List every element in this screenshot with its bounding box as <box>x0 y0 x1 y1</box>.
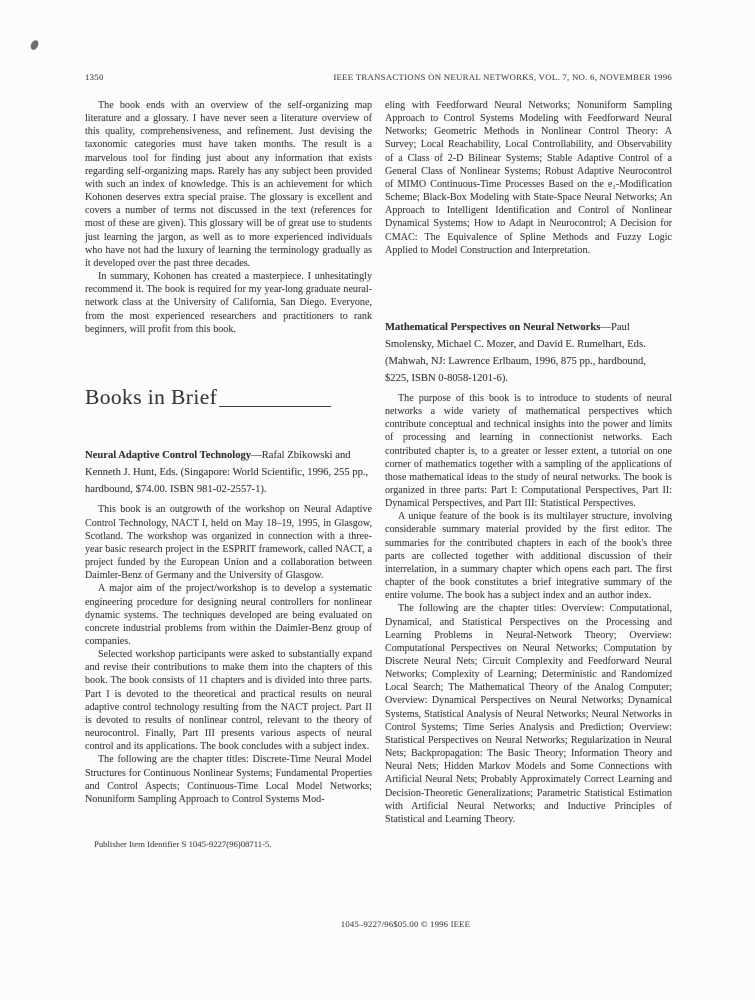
book-title-text: Mathematical Perspectives on Neural Networks <box>385 321 601 333</box>
book-review-paragraph: The following are the chapter titles: Discrete-Time Neural Model Structures for Continuous Nonlinear Systems; Fundamental Properties and Control Aspects; Continuous-Time Local Model Networks; Nonuniform Sampling Approach to Control Systems Mod- <box>85 754 372 805</box>
book-review-paragraph: A unique feature of the book is its multilayer structure, involving considerable summary material provided by the first editor. The summaries for the contributed chapters in each of the book's three parts are collected together with additional discussion of their interrelation, in a summary chapter which opens each part. The first chapter of the book constitutes a brief integrative summary of the entire volume. The book has a subject index and an author index. <box>385 511 672 602</box>
two-column-body <box>85 99 672 826</box>
copyright-line: 1045–9227/96$05.00 © 1996 IEEE <box>340 919 471 929</box>
section-heading-books-in-brief <box>85 386 372 410</box>
right-column <box>385 99 672 826</box>
book-title-text: Neural Adaptive Control Technology <box>85 450 252 462</box>
review-paragraph: The book ends with an overview of the self-organizing map literature and a glossary. I have never seen a literature overview of this quality, comprehensiveness, and refinement. Just devising the taxonomic categories must have taken months. The result is a marvelous tool for finding just about any information that exists regarding self-organizing maps. Rarely has any subject been provided with such an index of knowledge. This is an achievement for which Kohonen deserves extra special praise. The glossary is excellent and covers a number of terms not discussed in the text (references for most of these are given). This glossary will be of great use to students just learning the jargon, as well as to more experienced individuals who have not had the luxury of learning the terminology gradually as it developed over the past three decades. <box>85 100 372 269</box>
review-paragraph: In summary, Kohonen has created a masterpiece. I unhesitatingly recommend it. The book is required for my year-long graduate neural-network class at the University of California, San Diego. Everyone, from the most experienced researchers and practitioners to rank beginners, will profit from this book. <box>85 271 372 335</box>
heading-rule <box>219 406 331 407</box>
running-header <box>85 72 672 82</box>
book-citation <box>85 447 372 498</box>
book-citation-details: —Paul Smolensky, Michael C. Mozer, and David E. Rumelhart, Eds. (Mahwah, NJ: Lawrence Erlbaum, 1996, 875 pp., hardbound, $225, ISBN 0-8058-1201-6). <box>385 321 646 384</box>
book-citation-details: —Rafal Zbikowski and Kenneth J. Hunt, Eds. (Singapore: World Scientific, 1996, 255 pp., hardbound, $74.00. ISBN 981-02-2557-1). <box>85 450 369 496</box>
book-review-paragraph: The purpose of this book is to introduce to students of neural networks a wide variety of mathematical perspectives which contribute conceptual and technical insights into the power and limits of processing and learning in connectionist networks. Each contributed chapter is, to a greater or lesser extent, a tutorial on one corner of mathematics together with a sampling of the applications of those mathematical ideas to the study of neural networks. The book is organized in three parts: Part I: Computational Perspectives, Part II: Dynamical Perspectives, and Part III: Statistical Perspectives. <box>385 392 672 510</box>
scan-artifact <box>30 39 40 51</box>
book-review-paragraph: This book is an outgrowth of the workshop on Neural Adaptive Control Technology, NACT I, held on May 18–19, 1995, in Glasgow, Scotland. The workshop was organized in connection with a three-year basic research project in the ESPRIT framework, called NACT, a project funded by the European Union and a collaboration between Daimler-Benz of Germany and the University of Glasgow. <box>85 504 372 582</box>
continued-paragraph: eling with Feedforward Neural Networks; Nonuniform Sampling Approach to Control Systems Modeling with Feedforward Neural Networks; Geometric Methods in Nonlinear Control Theory: A Survey; Local Reachability, Local Controllability, and Observability of a Class of 2-D Bilinear Systems; Stable Adaptive Control of a General Class of Nonlinear Systems; Robust Adaptive Neurocontrol of MIMO Continuous-Time Processes Based on the e₁-Modification Scheme; Black-Box Modeling with State-Space Neural Networks; An Approach to Intelligent Identification and Control of Nonlinear Dynamical Systems; How to Adapt in Neurocontrol; A Decision for CMAC: The Equivalence of Spline Methods and Fuzzy Logic Applied to Model Construction and Interpretation. <box>385 100 672 256</box>
book-review-paragraph: A major aim of the project/workshop is to develop a systematic engineering procedure for designing neural controllers for nonlinear dynamic systems. The techniques developed are being evaluated on concrete industrial problems from within the Daimler-Benz group of companies. <box>85 583 372 648</box>
section-heading-text: Books in Brief <box>85 384 218 409</box>
book-review-paragraph: Selected workshop participants were asked to substantially expand and revise their contributions to make them into the chapters of this book. The book consists of 11 chapters and is divided into three parts. Part I is devoted to the theoretical and practical results on neural adaptive control technology resulting from the NACT project. Part II is devoted to results of nonlinear control, relevant to the theory of neurocontrol. Finally, Part III presents various aspects of neural control and its applications. The book concludes with a subject index. <box>85 649 372 753</box>
journal-title-line: IEEE TRANSACTIONS ON NEURAL NETWORKS, VOL. 7, NO. 6, NOVEMBER 1996 <box>333 72 672 82</box>
book-review-paragraph: The following are the chapter titles: Overview: Computational, Dynamical, and Statistical Perspectives on the Processing and Learning Problems in Neural-Network Theory; Overview: Computational Perspectives on Neural Networks; Computation by Discrete Neural Nets; Circuit Complexity and Feedforward Neural Networks; Complexity of Learning; Deterministic and Randomized Local Search; The Mathematical Theory of the Analog Computer; Overview: Dynamical Perspectives on Neural Networks; Dynamical Systems, Statistical Analysis of Neural Networks; Neural Networks in Control Systems; Time Series Analysis and Prediction; Overview: Statistical Perspectives on Neural Networks; Regularization in Neural Nets; Backpropagation: The Basic Theory; Information Theory and Neural Nets; Hidden Markov Models and Some Connections with Artificial Neural Nets; Probably Approximately Correct Learning and Decision-Theoretic Generalizations; Parametric Statistical Estimation with Artificial Neural Networks; and Inductive Principles of Statistical and Learning Theory. <box>385 603 672 825</box>
book-citation <box>385 319 672 387</box>
publisher-item-identifier: Publisher Item Identifier S 1045-9227(96)08711-5. <box>94 839 272 849</box>
left-column <box>85 99 372 826</box>
page-number: 1350 <box>85 72 104 82</box>
page-content <box>85 72 672 826</box>
